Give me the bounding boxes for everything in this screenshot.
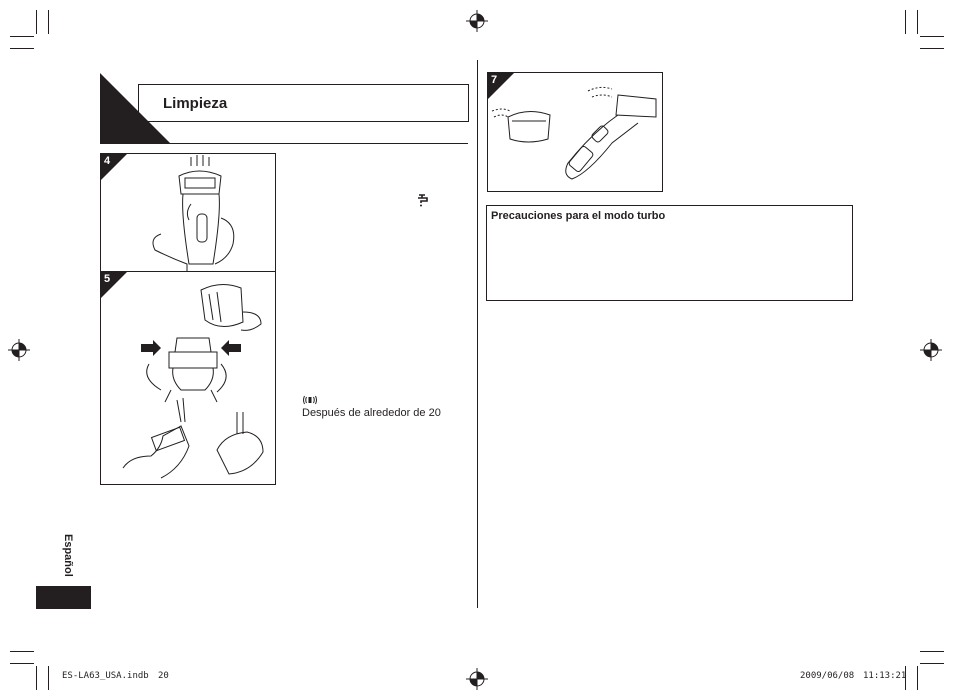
language-label: Español — [62, 534, 74, 577]
figure-number: 4 — [104, 155, 111, 167]
figure-7 — [487, 72, 663, 192]
figure-5 — [100, 271, 276, 485]
blade-cleaning-illustration — [101, 272, 275, 484]
figure-number: 7 — [491, 74, 498, 86]
registration-mark-icon — [466, 668, 488, 690]
section-title: Limpieza — [163, 95, 228, 112]
registration-mark-icon — [920, 339, 942, 361]
figure-number: 5 — [104, 273, 111, 285]
language-tab — [36, 586, 91, 609]
turbo-mode-caution-box — [486, 205, 853, 301]
footer-file: ES-LA63_USA.indb — [62, 671, 149, 681]
vibration-icon — [303, 395, 317, 405]
caution-title: Precauciones para el modo turbo — [491, 210, 666, 222]
step-timing-text: Después de alrededor de 20 — [302, 407, 441, 419]
shaver-rinse-illustration — [141, 154, 271, 271]
registration-mark-icon — [8, 339, 30, 361]
footer-page: 20 — [158, 671, 169, 681]
column-divider — [477, 60, 478, 608]
registration-mark-icon — [466, 10, 488, 32]
section-rule — [100, 143, 468, 144]
footer-date: 2009/06/08 — [800, 671, 855, 681]
figure-4 — [100, 153, 276, 273]
faucet-icon — [415, 193, 429, 207]
drying-illustration — [488, 73, 662, 191]
footer-time: 11:13:21 — [863, 671, 907, 681]
